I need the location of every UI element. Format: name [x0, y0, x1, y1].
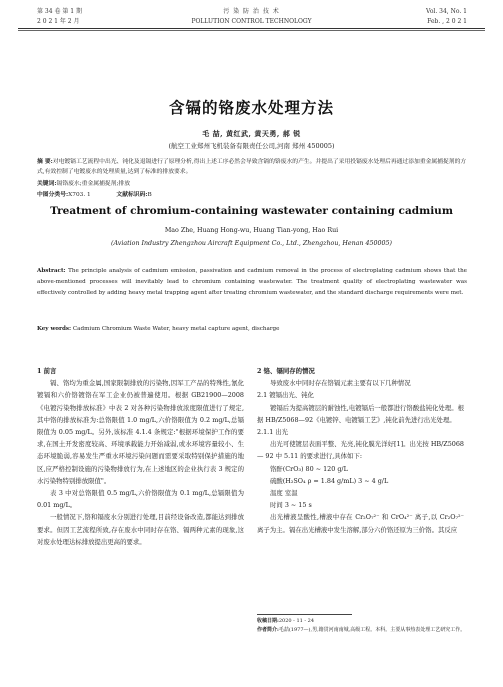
paragraph: 导致废水中同时存在铬镉元素主要有以下几种情况	[270, 379, 411, 388]
journal-volume-en	[383, 8, 467, 26]
footnote-rule	[257, 614, 352, 615]
footnote	[257, 617, 469, 635]
volume-issue-en: Vol. 34, No. 1	[426, 8, 467, 15]
abstract-en-text: The principle analysis of cadmium emission, passivation and cadmium removal in the process of electroplating cadmium shows that the above-mentioned processes will inevitably lead to chromium containing wastewater. The treatment quality of electroplating wastewater was effectively controlled by adding heavy metal trapping agent after treating chromium wastewater, and the standard discharge requirements were met.	[37, 268, 467, 297]
journal-name-en: POLLUTION CONTROL TECHNOLOGY	[191, 18, 312, 25]
abstract-cn-text: 对电镀镉工艺流程中出光、钝化及退镉进行了原理分析,得出上述工序必然会导致含镉的铬废水的产生。并提出了采用投镉废水处理后再通过添加重金属捕捉剂的方式,有效控制了电镀废水的处理质量,达到了标准的排放要求。	[37, 159, 467, 175]
received-value: 2020 - 11 - 24	[278, 618, 315, 624]
author-bio	[257, 626, 469, 635]
subsection-heading-2-1: 2.1 镀镉出光、钝化	[257, 391, 314, 400]
received-label: 收稿日期:	[257, 618, 279, 624]
affiliation-cn: (航空工业郑州飞机装备有限责任公司,河南 郑州 450005)	[168, 142, 335, 150]
class-label: 中图分类号:	[37, 192, 69, 198]
body-right-column	[257, 365, 464, 536]
recipe-line: 温度 室温	[270, 489, 298, 498]
abstract-en-label: Abstract:	[37, 268, 66, 274]
keywords-en-label: Key words:	[37, 326, 72, 332]
header-rule-thin	[18, 30, 485, 31]
paragraph: 镀镉后为提高镀层的耐蚀性,电镀镉后一般都进行铬酸盐钝化处理。根据 HB/Z5068—92《电镀锌、电镀镉工艺》,钝化前先进行出光处理。	[257, 403, 464, 424]
recipe-line: 时间 3 ~ 15 s	[270, 501, 312, 510]
paragraph: 出光槽液呈酸性,槽液中存在 Cr₂O₇²⁻ 和 CrO₄²⁻ 离子,以 Cr₂O₇²⁻ 离子为主。镉在出光槽液中发生溶解,部分六价铬还原为三价铬。其反应	[257, 513, 464, 534]
journal-name-cn: 污 染 防 治 技 术	[223, 8, 280, 15]
paper-title-cn: 含镉的铬废水处理方法	[168, 98, 334, 117]
keywords-en	[37, 324, 467, 334]
abstract-cn	[37, 157, 467, 177]
doc-code-value: B	[147, 192, 152, 198]
abstract-cn-label: 摘 要:	[37, 159, 53, 165]
recipe-line: 铬酐(CrO₃) 80 ~ 120 g/L	[270, 464, 348, 473]
author-bio-label: 作者简介:	[257, 627, 279, 633]
paragraph: 一般情况下,铬和镉废水分别进行处理,目前经设备改造,都能达到排放要求。但因工艺流程所致,存在废水中同时存在铬、镉两种元素的现象,这对废水处理达标排放提出更高的要求。	[37, 513, 244, 546]
publish-date: 2 0 2 1 年 2 月	[37, 18, 80, 25]
volume-issue: 第 34 卷 第 1 期	[37, 8, 82, 15]
publish-date-en: Feb. , 2 0 2 1	[427, 18, 467, 25]
body-left-column	[37, 365, 244, 548]
classification	[37, 190, 152, 200]
section-heading-2: 2 铬、镉同存的情况	[257, 367, 315, 375]
journal-volume	[37, 8, 82, 26]
authors-cn: 毛 喆, 黄红武, 黄天勇, 郝 锐	[202, 129, 301, 138]
recipe-line: 硫酸(H₂SO₄ ρ = 1.84 g/mL) 3 ~ 4 g/L	[270, 476, 389, 485]
keywords-en-text: Cadmium Chromium Waste Water, heavy metal capture agent, discharge	[72, 326, 280, 332]
authors-en: Mao Zhe, Huang Hong-wu, Huang Tian-yong, Hao Rui	[164, 227, 339, 234]
paragraph: 出光可使镀层表面平整、光亮,钝化膜光洋好[1]。出光按 HB/Z5068 — 92 中 5.11 的要求进行,具体如下:	[257, 440, 464, 461]
keywords-cn-label: 关键词:	[37, 181, 57, 187]
affiliation-en: (Aviation Industry Zhengzhou Aircraft Equipment Co., Ltd., Zhengzhou, Henan 450005)	[111, 240, 392, 247]
class-value: X703. 1	[68, 192, 91, 198]
author-bio-text: 毛喆(1977—),男,籍贯河南南城,高级工程。本科。主要从事热表处理工艺研究工作。	[278, 627, 466, 633]
paragraph: 镉、铬均为重金属,国家限制排放的污染物,因军工产品的特殊性,氰化镀镉和六价铬镀铬在军工企业仍被普遍使用。根据 GB21900—2008《电镀污染物排放标准》中表 2 对各种污染物排放浓度限值进行了规定,其中铬的排放标准为:总铬限值 1.0 mg/L,六价铬限值为 0.2 mg/L,总镉限值为 0.05 mg/L。另外,该标准 4.1.4 条规定:"根据环境保护工作的要求,在国土开发密度较高、环境承载能力开始减弱,或水环境容量较小、生态环境脆弱,容易发生严重水环境污染问题而需要采取特别保护措施的地区,应严格控制设施的污染物排放行为,在上述地区的企业执行表 3 规定的水污染物特别排放限值"。	[37, 379, 244, 485]
received-date	[257, 617, 469, 626]
doc-code-label: 文献标识码:	[116, 192, 148, 198]
keywords-cn-text: 镉铬废水;重金属捕捉剂;排放	[56, 181, 131, 187]
header-rule	[18, 28, 485, 29]
section-heading-1: 1 前言	[37, 367, 57, 375]
paragraph: 表 3 中对总铬限值 0.5 mg/L,六价铬限值为 0.1 mg/L,总镉限值为 0.01 mg/L。	[37, 489, 244, 510]
journal-name	[120, 8, 383, 26]
paper-title-en: Treatment of chromium-containing wastewater containing cadmium	[50, 205, 453, 217]
subsection-heading-2-1-1: 2.1.1 出光	[257, 428, 289, 437]
abstract-en	[37, 266, 467, 300]
keywords-cn	[37, 179, 130, 189]
